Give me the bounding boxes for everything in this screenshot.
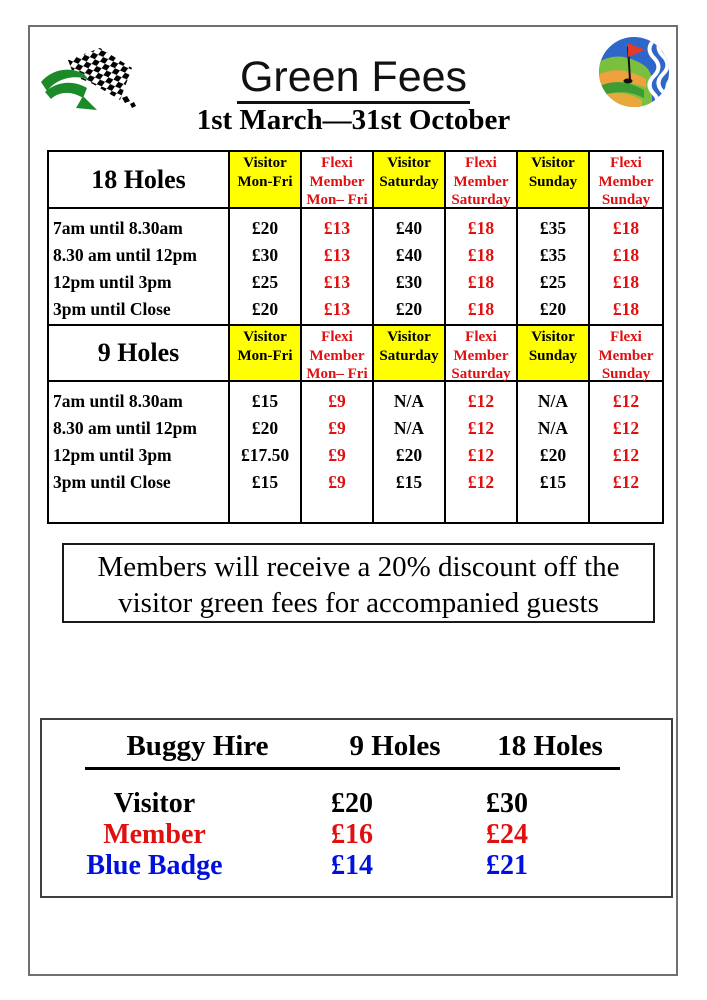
price: £12 [612,418,640,438]
col-header-flexi-mon-fri: Flexi Member Mon– Fri [302,152,374,209]
col-header-flexi-mon-fri: Flexi Member Mon– Fri [302,324,374,382]
buggy-price-18: £21 [486,850,528,881]
time-slot: 7am until 8.30am [53,391,183,411]
price: £15 [251,472,279,492]
price: £20 [395,445,423,465]
time-slot: 8.30 am until 12pm [53,245,197,265]
prices-9-visitor-mon-fri [230,382,302,522]
buggy-hire-rows [42,788,671,881]
price: £25 [539,272,567,292]
buggy-price-9: £14 [331,850,373,881]
time-slot: 12pm until 3pm [53,272,172,292]
time-slot: 3pm until Close [53,299,171,319]
time-slot: 8.30 am until 12pm [53,418,197,438]
price: £18 [467,218,495,238]
price: £12 [467,445,495,465]
price: £12 [467,391,495,411]
price: N/A [537,391,569,411]
price: £35 [539,218,567,238]
col-header-flexi-saturday: Flexi Member Saturday [446,324,518,382]
section-title-18-holes: 18 Holes [49,152,230,209]
prices-9-flexi-mon-fri [302,382,374,522]
section-title-9-holes: 9 Holes [49,324,230,382]
price: £15 [395,472,423,492]
prices-9-flexi-saturday [446,382,518,522]
golf-course-logo [596,34,672,110]
member-discount-note [62,543,655,623]
buggy-row-label: Visitor [113,788,196,819]
price: £12 [612,472,640,492]
price: £9 [328,418,346,438]
price: £18 [612,299,640,319]
prices-9-flexi-sunday [590,382,662,522]
col-header-flexi-sunday: Flexi Member Sunday [590,324,662,382]
price: £18 [467,245,495,265]
price: £12 [467,418,495,438]
col-header-visitor-saturday: Visitor Saturday [374,324,446,382]
prices-18-flexi-sunday [590,209,662,324]
buggy-price-18: £30 [486,788,528,819]
price: £25 [251,272,279,292]
col-header-flexi-saturday: Flexi Member Saturday [446,152,518,209]
buggy-hire-header [85,730,620,770]
price: £18 [467,272,495,292]
col-header-visitor-saturday: Visitor Saturday [374,152,446,209]
price: £13 [323,245,351,265]
prices-9-visitor-sunday [518,382,590,522]
time-slot: 7am until 8.30am [53,218,183,238]
col-header-visitor-mon-fri: Visitor Mon-Fri [230,152,302,209]
price: N/A [393,418,425,438]
price: £18 [612,245,640,265]
date-range: 1st March—31st October [196,104,511,136]
buggy-row-blue-badge [42,850,671,881]
price: £40 [395,218,423,238]
buggy-price-9: £16 [331,819,373,850]
price: £18 [612,272,640,292]
buggy-col-18-holes: 18 Holes [497,730,603,762]
prices-18-visitor-mon-fri [230,209,302,324]
price: £15 [251,391,279,411]
price: £12 [612,445,640,465]
buggy-row-label: Blue Badge [86,850,223,881]
time-slot: 3pm until Close [53,472,171,492]
price: £20 [251,418,279,438]
price: £12 [612,391,640,411]
price: £20 [539,299,567,319]
price: £15 [539,472,567,492]
price: £9 [328,445,346,465]
col-header-visitor-sunday: Visitor Sunday [518,152,590,209]
note-line-1: Members will receive a 20% discount off the [97,551,620,583]
price: £18 [467,299,495,319]
buggy-row-member [42,819,671,850]
price: £13 [323,299,351,319]
prices-9-visitor-saturday [374,382,446,522]
buggy-hire-table [40,718,673,898]
price: £20 [251,299,279,319]
prices-18-flexi-saturday [446,209,518,324]
price: £30 [395,272,423,292]
price: £20 [539,445,567,465]
buggy-price-18: £24 [486,819,528,850]
prices-18-flexi-mon-fri [302,209,374,324]
note-line-2: visitor green fees for accompanied guests [118,587,599,619]
buggy-row-visitor [42,788,671,819]
time-slot-labels-9 [49,382,230,522]
col-header-visitor-mon-fri: Visitor Mon-Fri [230,324,302,382]
col-header-flexi-sunday: Flexi Member Sunday [590,152,662,209]
price: N/A [537,418,569,438]
price: £13 [323,272,351,292]
time-slot-labels-18 [49,209,230,324]
price: £17.50 [240,445,290,465]
price: £18 [612,218,640,238]
buggy-hire-title: Buggy Hire [126,730,269,762]
price: £9 [328,391,346,411]
price: £20 [251,218,279,238]
price: £40 [395,245,423,265]
price: £30 [251,245,279,265]
page-title-text: Green Fees [237,54,470,104]
price: £12 [467,472,495,492]
prices-18-visitor-saturday [374,209,446,324]
price: £9 [328,472,346,492]
price: £13 [323,218,351,238]
buggy-row-label: Member [103,819,206,850]
price: £20 [395,299,423,319]
buggy-col-9-holes: 9 Holes [349,730,441,762]
price: £35 [539,245,567,265]
price: N/A [393,391,425,411]
col-header-visitor-sunday: Visitor Sunday [518,324,590,382]
green-fees-table [47,150,664,524]
prices-18-visitor-sunday [518,209,590,324]
time-slot: 12pm until 3pm [53,445,172,465]
buggy-price-9: £20 [331,788,373,819]
